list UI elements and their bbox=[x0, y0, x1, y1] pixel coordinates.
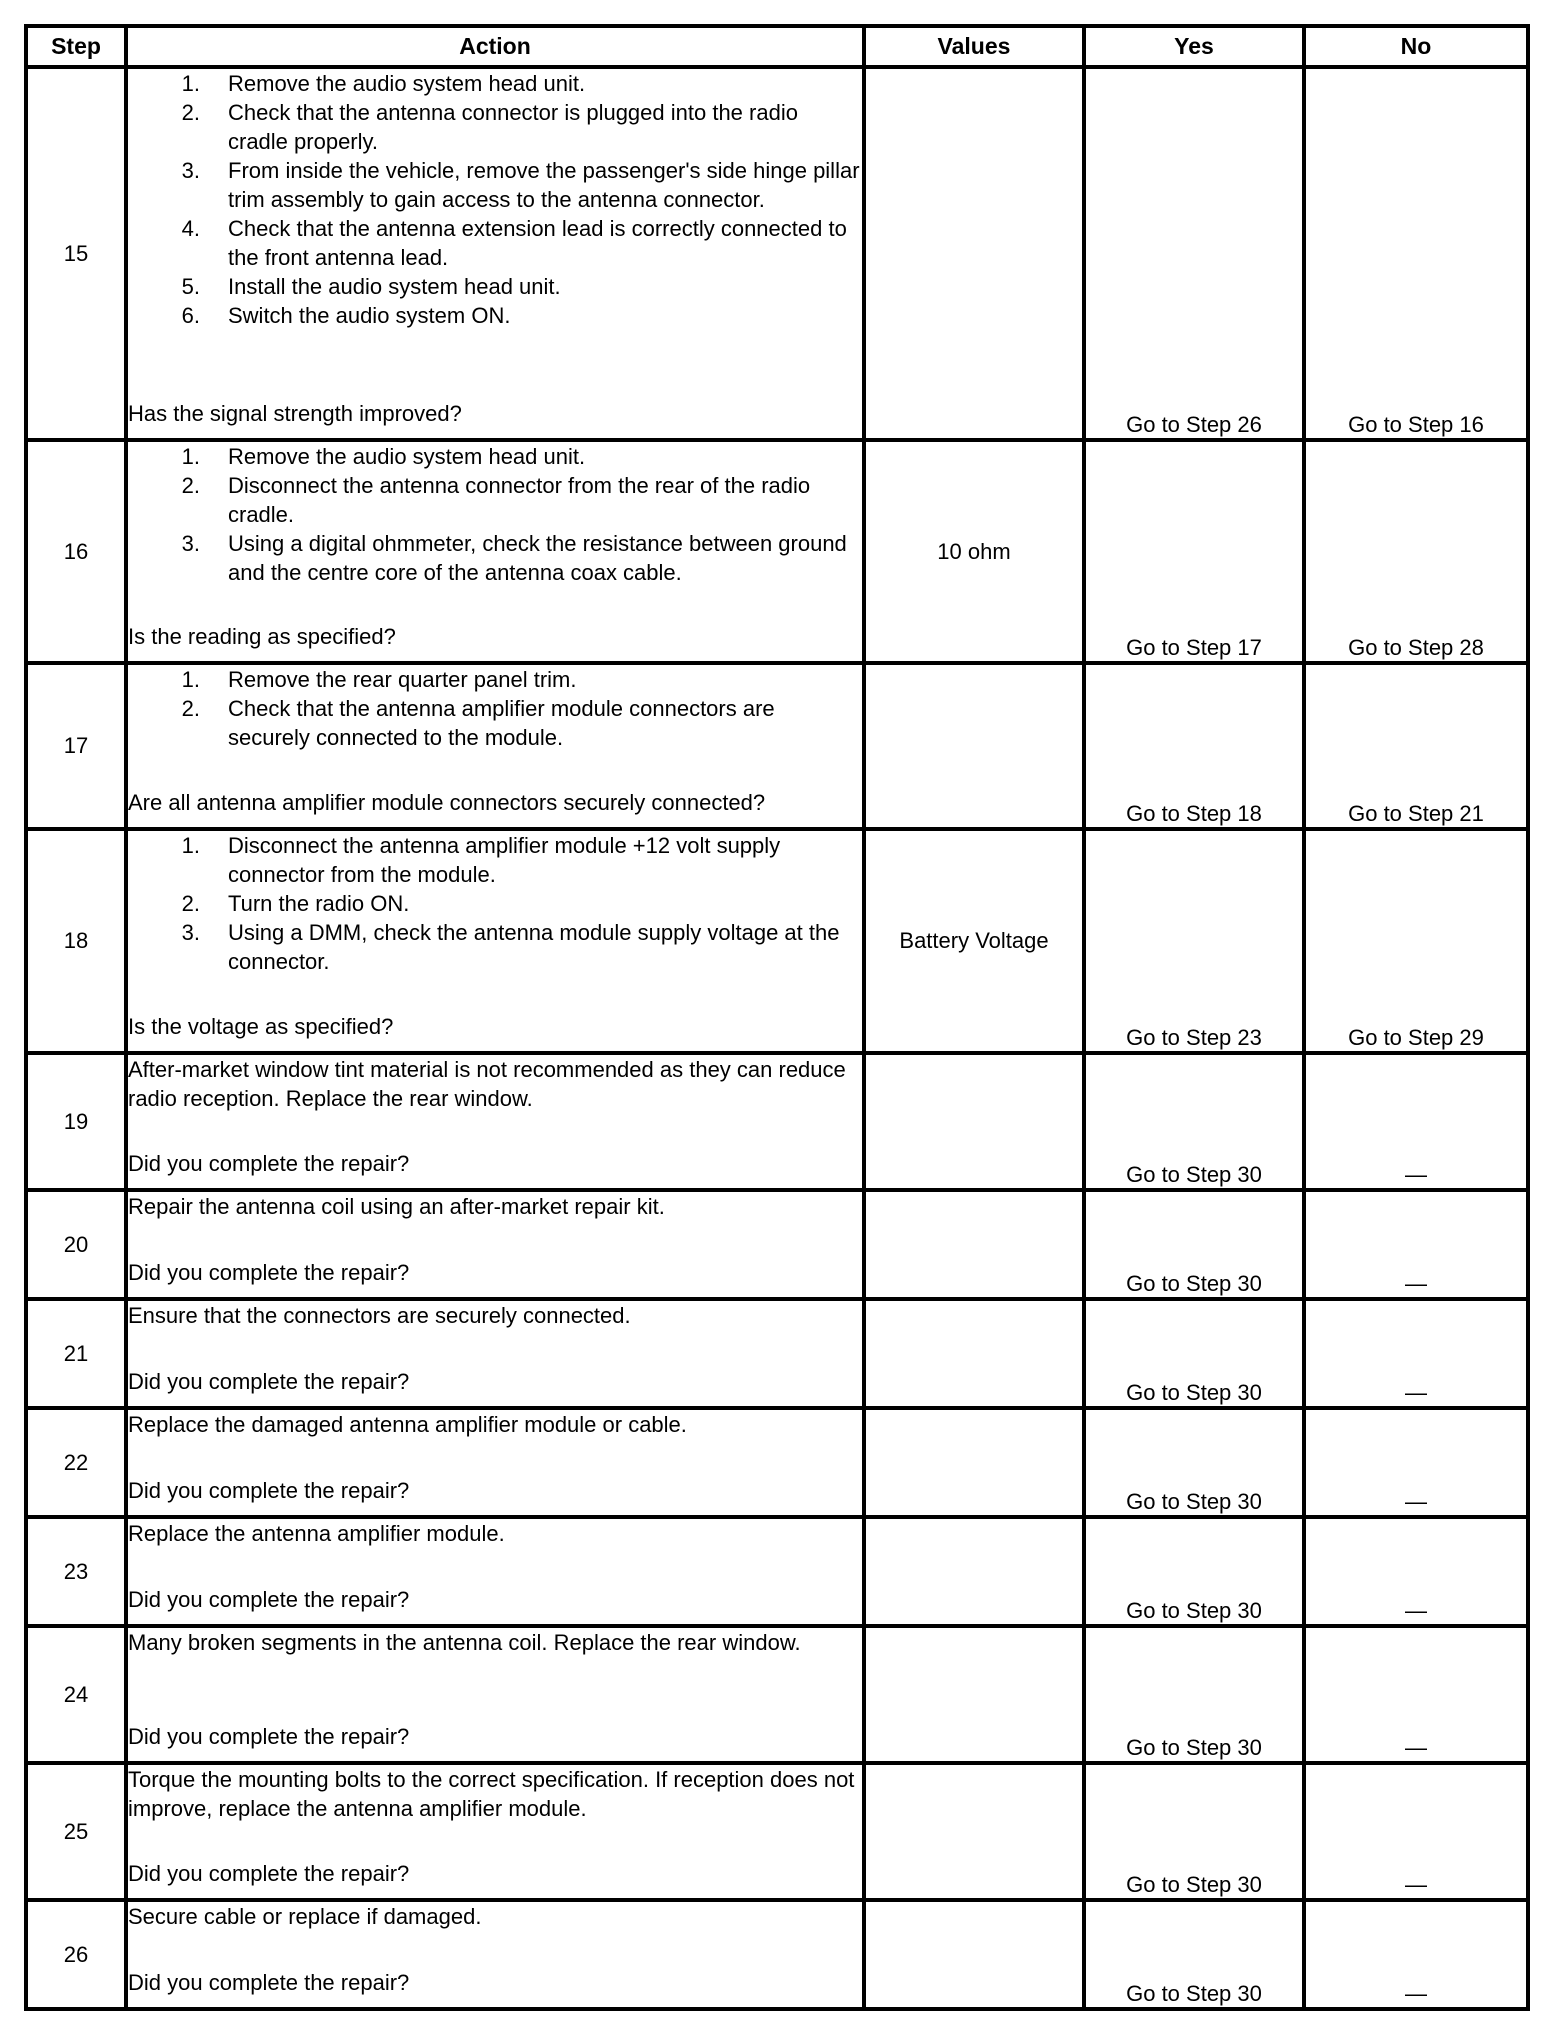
step-number: 20 bbox=[26, 1190, 126, 1299]
yes-outcome: Go to Step 23 bbox=[1084, 829, 1304, 1053]
action-cell bbox=[126, 1626, 864, 1763]
step-number: 22 bbox=[26, 1408, 126, 1517]
spec-value bbox=[864, 1190, 1084, 1299]
action-text: Replace the damaged antenna amplifier module or cable. bbox=[128, 1412, 687, 1437]
no-outcome: Go to Step 21 bbox=[1304, 663, 1528, 829]
action-text: Many broken segments in the antenna coil. Replace the rear window. bbox=[128, 1630, 801, 1655]
action-question: Are all antenna amplifier module connectors securely connected? bbox=[128, 790, 766, 815]
list-item: 3. From inside the vehicle, remove the passenger's side hinge pillar trim assembly to gain access to the antenna connector. bbox=[181, 158, 860, 212]
action-cell bbox=[126, 1190, 864, 1299]
action-steps-list bbox=[128, 831, 862, 976]
action-cell bbox=[126, 1517, 864, 1626]
table-row bbox=[26, 67, 1528, 440]
action-text: After-market window tint material is not recommended as they can reduce radio reception. Replace the rear window. bbox=[128, 1057, 846, 1111]
action-question: Did you complete the repair? bbox=[128, 1260, 410, 1285]
action-question: Is the reading as specified? bbox=[128, 624, 396, 649]
no-outcome: — bbox=[1304, 1517, 1528, 1626]
step-number: 23 bbox=[26, 1517, 126, 1626]
action-steps-list bbox=[128, 69, 862, 330]
action-cell bbox=[126, 67, 864, 440]
table-row bbox=[26, 440, 1528, 663]
list-item: 2. Check that the antenna connector is plugged into the radio cradle properly. bbox=[181, 100, 798, 154]
list-item: 1. Remove the audio system head unit. bbox=[181, 444, 586, 469]
table-row bbox=[26, 1763, 1528, 1900]
list-item: 2. Check that the antenna amplifier module connectors are securely connected to the module. bbox=[181, 696, 775, 750]
yes-outcome: Go to Step 30 bbox=[1084, 1517, 1304, 1626]
action-question: Is the voltage as specified? bbox=[128, 1014, 394, 1039]
step-number: 16 bbox=[26, 440, 126, 663]
spec-value bbox=[864, 1517, 1084, 1626]
spec-value bbox=[864, 67, 1084, 440]
action-cell bbox=[126, 1053, 864, 1190]
spec-value bbox=[864, 1408, 1084, 1517]
action-question: Did you complete the repair? bbox=[128, 1478, 410, 1503]
spec-value: Battery Voltage bbox=[864, 829, 1084, 1053]
spec-value bbox=[864, 1900, 1084, 2009]
list-item: 2. Turn the radio ON. bbox=[181, 891, 410, 916]
no-outcome: Go to Step 29 bbox=[1304, 829, 1528, 1053]
list-item: 2. Disconnect the antenna connector from the rear of the radio cradle. bbox=[181, 473, 811, 527]
step-number: 19 bbox=[26, 1053, 126, 1190]
table-row bbox=[26, 1190, 1528, 1299]
yes-outcome: Go to Step 26 bbox=[1084, 67, 1304, 440]
list-item: 3. Using a digital ohmmeter, check the resistance between ground and the centre core of the antenna coax cable. bbox=[181, 531, 847, 585]
action-cell bbox=[126, 1763, 864, 1900]
action-text: Repair the antenna coil using an after-market repair kit. bbox=[128, 1194, 665, 1219]
action-cell bbox=[126, 1408, 864, 1517]
action-cell bbox=[126, 829, 864, 1053]
header-values: Values bbox=[864, 26, 1084, 67]
action-cell bbox=[126, 440, 864, 663]
action-question: Did you complete the repair? bbox=[128, 1970, 410, 1995]
action-text: Ensure that the connectors are securely connected. bbox=[128, 1303, 631, 1328]
action-question: Did you complete the repair? bbox=[128, 1587, 410, 1612]
spec-value bbox=[864, 1626, 1084, 1763]
yes-outcome: Go to Step 30 bbox=[1084, 1190, 1304, 1299]
table-row bbox=[26, 1408, 1528, 1517]
no-outcome: Go to Step 16 bbox=[1304, 67, 1528, 440]
header-row bbox=[26, 26, 1528, 67]
step-number: 15 bbox=[26, 67, 126, 440]
step-number: 26 bbox=[26, 1900, 126, 2009]
yes-outcome: Go to Step 18 bbox=[1084, 663, 1304, 829]
list-item: 4. Check that the antenna extension lead is correctly connected to the front antenna lead. bbox=[181, 216, 847, 270]
no-outcome: — bbox=[1304, 1763, 1528, 1900]
spec-value: 10 ohm bbox=[864, 440, 1084, 663]
table-row bbox=[26, 829, 1528, 1053]
list-item: 1. Remove the rear quarter panel trim. bbox=[181, 667, 577, 692]
list-item: 1. Remove the audio system head unit. bbox=[181, 71, 586, 96]
no-outcome: Go to Step 28 bbox=[1304, 440, 1528, 663]
no-outcome: — bbox=[1304, 1299, 1528, 1408]
step-number: 25 bbox=[26, 1763, 126, 1900]
header-no: No bbox=[1304, 26, 1528, 67]
action-text: Replace the antenna amplifier module. bbox=[128, 1521, 505, 1546]
no-outcome: — bbox=[1304, 1408, 1528, 1517]
action-text: Secure cable or replace if damaged. bbox=[128, 1904, 482, 1929]
action-steps-list bbox=[128, 442, 862, 587]
action-question: Did you complete the repair? bbox=[128, 1369, 410, 1394]
no-outcome: — bbox=[1304, 1053, 1528, 1190]
table-row bbox=[26, 1517, 1528, 1626]
yes-outcome: Go to Step 30 bbox=[1084, 1299, 1304, 1408]
step-number: 18 bbox=[26, 829, 126, 1053]
step-number: 24 bbox=[26, 1626, 126, 1763]
table-row bbox=[26, 1626, 1528, 1763]
action-cell bbox=[126, 1900, 864, 2009]
spec-value bbox=[864, 1299, 1084, 1408]
yes-outcome: Go to Step 30 bbox=[1084, 1053, 1304, 1190]
step-number: 17 bbox=[26, 663, 126, 829]
no-outcome: — bbox=[1304, 1626, 1528, 1763]
list-item: 6. Switch the audio system ON. bbox=[181, 303, 511, 328]
action-question: Has the signal strength improved? bbox=[128, 401, 462, 426]
table-row bbox=[26, 1053, 1528, 1190]
list-item: 3. Using a DMM, check the antenna module supply voltage at the connector. bbox=[181, 920, 840, 974]
yes-outcome: Go to Step 30 bbox=[1084, 1626, 1304, 1763]
table-row bbox=[26, 663, 1528, 829]
yes-outcome: Go to Step 30 bbox=[1084, 1408, 1304, 1517]
spec-value bbox=[864, 663, 1084, 829]
action-question: Did you complete the repair? bbox=[128, 1151, 410, 1176]
header-action: Action bbox=[126, 26, 864, 67]
action-question: Did you complete the repair? bbox=[128, 1724, 410, 1749]
action-cell bbox=[126, 1299, 864, 1408]
table-row bbox=[26, 1900, 1528, 2009]
yes-outcome: Go to Step 30 bbox=[1084, 1763, 1304, 1900]
spec-value bbox=[864, 1053, 1084, 1190]
list-item: 5. Install the audio system head unit. bbox=[181, 274, 561, 299]
header-yes: Yes bbox=[1084, 26, 1304, 67]
yes-outcome: Go to Step 30 bbox=[1084, 1900, 1304, 2009]
no-outcome: — bbox=[1304, 1190, 1528, 1299]
action-steps-list bbox=[128, 665, 862, 752]
action-cell bbox=[126, 663, 864, 829]
list-item: 1. Disconnect the antenna amplifier module +12 volt supply connector from the module. bbox=[181, 833, 781, 887]
step-number: 21 bbox=[26, 1299, 126, 1408]
action-text: Torque the mounting bolts to the correct specification. If reception does not improve, replace the antenna amplifier module. bbox=[128, 1767, 855, 1821]
spec-value bbox=[864, 1763, 1084, 1900]
action-question: Did you complete the repair? bbox=[128, 1861, 410, 1886]
header-step: Step bbox=[26, 26, 126, 67]
diagnostic-table bbox=[24, 24, 1530, 2011]
table-row bbox=[26, 1299, 1528, 1408]
yes-outcome: Go to Step 17 bbox=[1084, 440, 1304, 663]
no-outcome: — bbox=[1304, 1900, 1528, 2009]
